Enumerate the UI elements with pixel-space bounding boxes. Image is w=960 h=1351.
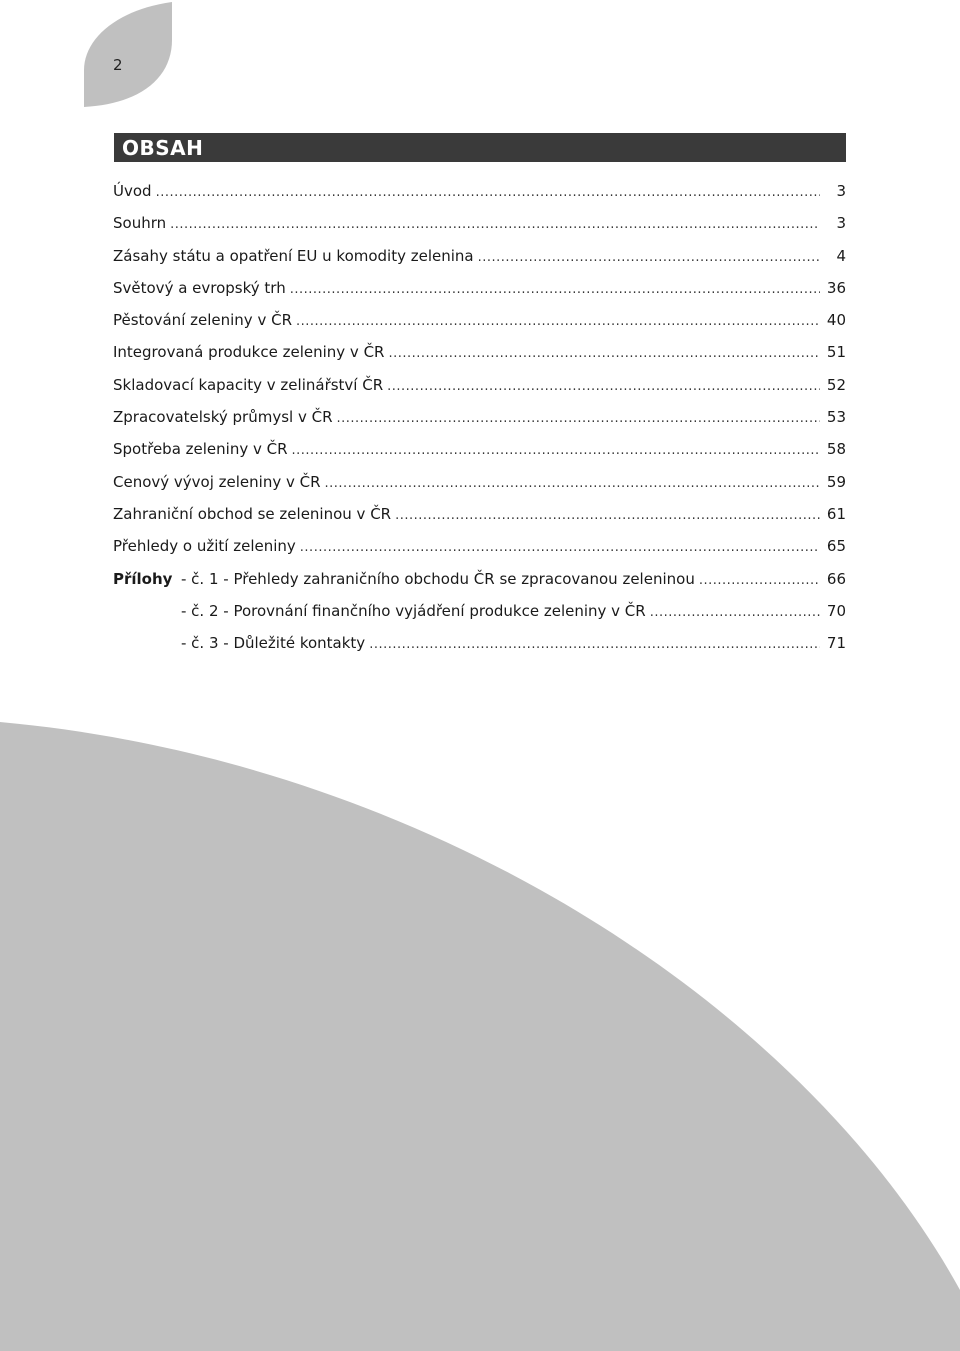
leaf-shape-decoration [84,2,172,107]
toc-entry-title: - č. 2 - Porovnání finančního vyjádření produkce zeleniny v ČR [181,601,646,620]
toc-entry[interactable] [113,408,846,440]
dot-leader [478,250,820,265]
dot-leader [699,573,820,588]
toc-entry-page-number: 70 [826,601,846,620]
toc-entry[interactable] [113,634,846,666]
toc-entry[interactable] [113,440,846,472]
dot-leader [300,540,820,555]
toc-entry[interactable] [113,602,846,634]
toc-entry-page-number: 51 [826,343,846,362]
dot-leader [170,217,820,232]
toc-entry-page-number: 36 [826,278,846,297]
toc-entry[interactable] [113,505,846,537]
table-of-contents [113,182,846,666]
toc-entry-page-number: 3 [836,214,846,233]
toc-entry-title: Světový a evropský trh [113,278,286,297]
toc-entry-title: Zpracovatelský průmysl v ČR [113,408,333,427]
toc-entry[interactable] [113,311,846,343]
dot-leader [650,605,820,620]
toc-entry-title: Cenový vývoj zeleniny v ČR [113,472,321,491]
toc-entry[interactable] [113,570,846,602]
toc-entry-title: Souhrn [113,214,167,233]
toc-entry-page-number: 61 [826,504,846,523]
toc-entry-title: Spotřeba zeleniny v ČR [113,440,288,459]
toc-entry-title: Zahraniční obchod se zeleninou v ČR [113,504,392,523]
dot-leader [292,443,820,458]
toc-entry-page-number: 58 [826,440,846,459]
dot-leader [388,346,820,361]
toc-entry[interactable] [113,473,846,505]
toc-entry[interactable] [113,376,846,408]
toc-entry-page-number: 4 [836,246,846,265]
toc-entry-title: Pěstování zeleniny v ČR [113,311,292,330]
toc-entry[interactable] [113,537,846,569]
dot-leader [290,282,820,297]
toc-entry-title: Přehledy o užití zeleniny [113,537,296,556]
toc-entry-title: Integrovaná produkce zeleniny v ČR [113,343,385,362]
dot-leader [387,379,820,394]
heading-bar [114,133,846,162]
toc-entry[interactable] [113,247,846,279]
toc-entry-title: - č. 3 - Důležité kontakty [181,634,366,653]
toc-entry-page-number: 53 [826,408,846,427]
dot-leader [395,508,820,523]
toc-entry-page-number: 59 [826,472,846,491]
toc-entry-title: Skladovací kapacity v zelinářství ČR [113,375,384,394]
toc-entry[interactable] [113,214,846,246]
toc-entry-title: Úvod [113,182,152,200]
page-number: 2 [113,56,123,74]
page-title: OBSAH [122,136,204,160]
dot-leader [296,314,820,329]
dot-leader [325,476,820,491]
toc-entry[interactable] [113,182,846,214]
toc-entry-page-number: 3 [836,182,846,200]
dot-leader [156,185,820,200]
toc-entry-page-number: 65 [826,537,846,556]
toc-entry-page-number: 40 [826,311,846,330]
toc-entry[interactable] [113,343,846,375]
toc-entry-title: Zásahy státu a opatření EU u komodity zelenina [113,246,474,265]
large-curve-decoration [0,722,960,1351]
appendix-label: Přílohy [113,569,173,588]
dot-leader [337,411,820,426]
toc-entry-page-number: 52 [826,375,846,394]
toc-entry[interactable] [113,279,846,311]
dot-leader [369,637,820,652]
toc-entry-title: - č. 1 - Přehledy zahraničního obchodu ČR se zpracovanou zeleninou [181,569,695,588]
toc-entry-page-number: 71 [826,634,846,653]
toc-entry-page-number: 66 [826,569,846,588]
